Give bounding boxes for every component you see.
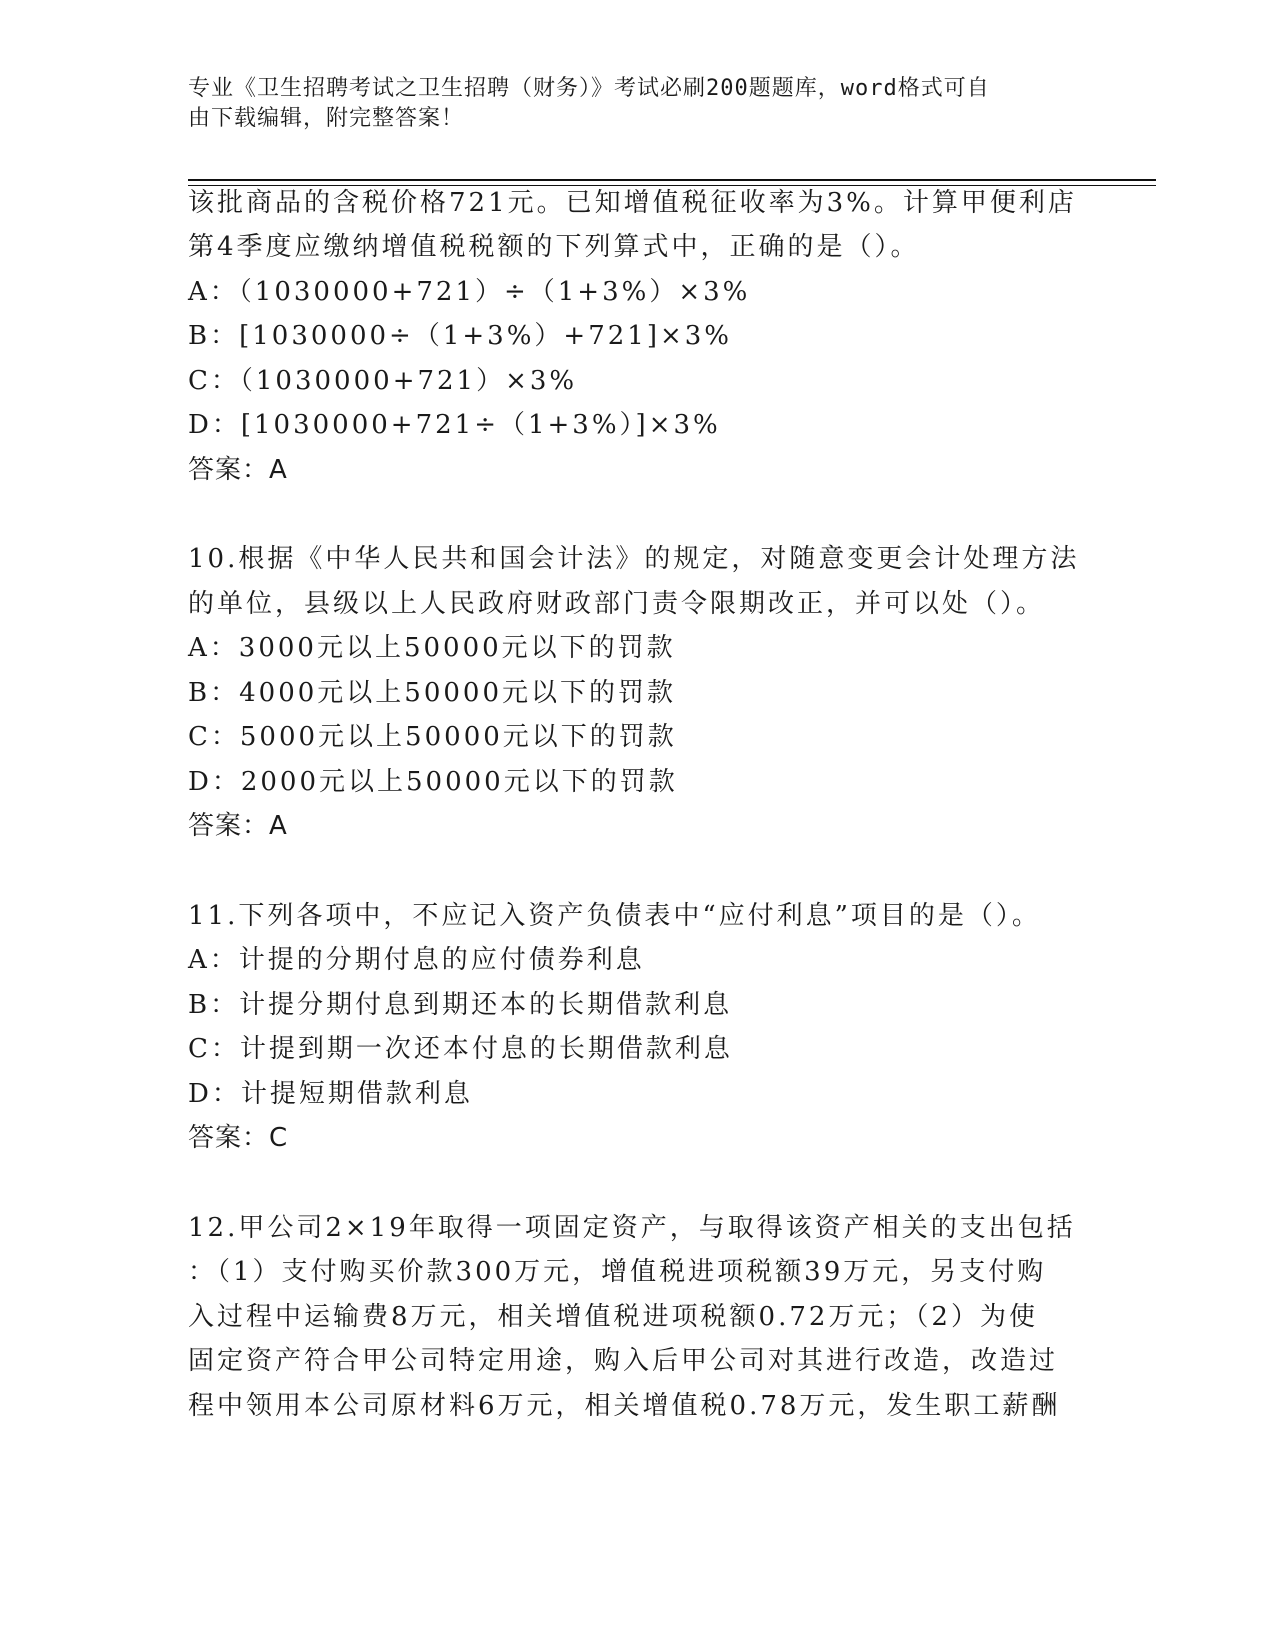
- option-d: D：[1030000+721÷（1+3%）]×3%: [188, 410, 721, 440]
- answer: 答案：A: [188, 811, 288, 841]
- option-b: B：计提分期付息到期还本的长期借款利息: [188, 990, 733, 1020]
- answer: 答案：A: [188, 455, 288, 485]
- header-divider-thin: [188, 185, 1156, 186]
- question-stem-line: ：（1）支付购买价款300万元，增值税进项税额39万元，另支付购: [188, 1257, 1047, 1287]
- option-c: C：（1030000+721）×3%: [188, 366, 578, 396]
- title-line-1: 专业《卫生招聘考试之卫生招聘（财务）》考试必刷200题题库，word格式可自: [188, 76, 990, 101]
- question-stem-line: 程中领用本公司原材料6万元，相关增值税0.78万元，发生职工薪酬: [188, 1391, 1061, 1421]
- option-d: D：2000元以上50000元以下的罚款: [188, 767, 678, 797]
- option-b: B：4000元以上50000元以下的罚款: [188, 678, 676, 708]
- header-divider-thick: [188, 179, 1156, 181]
- question-stem-line: 该批商品的含税价格721元。已知增值税征收率为3%。计算甲便利店: [188, 188, 1077, 218]
- option-d: D：计提短期借款利息: [188, 1079, 473, 1109]
- question-stem-line: 第4季度应缴纳增值税税额的下列算式中，正确的是（）。: [188, 232, 920, 262]
- question-stem-line: 固定资产符合甲公司特定用途，购入后甲公司对其进行改造，改造过: [188, 1346, 1059, 1376]
- option-a: A：3000元以上50000元以下的罚款: [188, 633, 676, 663]
- question-stem-line: 入过程中运输费8万元，相关增值税进项税额0.72万元；（2）为使: [188, 1302, 1038, 1332]
- answer: 答案：C: [188, 1123, 289, 1153]
- option-b: B：[1030000÷（1+3%）+721]×3%: [188, 321, 732, 351]
- question-stem-line: 11.下列各项中，不应记入资产负债表中“应付利息”项目的是（）。: [188, 901, 1041, 931]
- question-stem-line: 的单位，县级以上人民政府财政部门责令限期改正，并可以处（）。: [188, 589, 1046, 619]
- document-title: [188, 74, 1068, 134]
- option-c: C：计提到期一次还本付息的长期借款利息: [188, 1034, 733, 1064]
- option-c: C：5000元以上50000元以下的罚款: [188, 722, 677, 752]
- question-stem-line: 10.根据《中华人民共和国会计法》的规定，对随意变更会计处理方法: [188, 544, 1080, 574]
- option-a: A：（1030000+721）÷（1+3%）×3%: [188, 277, 751, 307]
- title-line-2: 由下载编辑，附完整答案！: [188, 106, 465, 131]
- option-a: A：计提的分期付息的应付债券利息: [188, 945, 645, 975]
- question-stem-line: 12.甲公司2×19年取得一项固定资产，与取得该资产相关的支出包括: [188, 1213, 1076, 1243]
